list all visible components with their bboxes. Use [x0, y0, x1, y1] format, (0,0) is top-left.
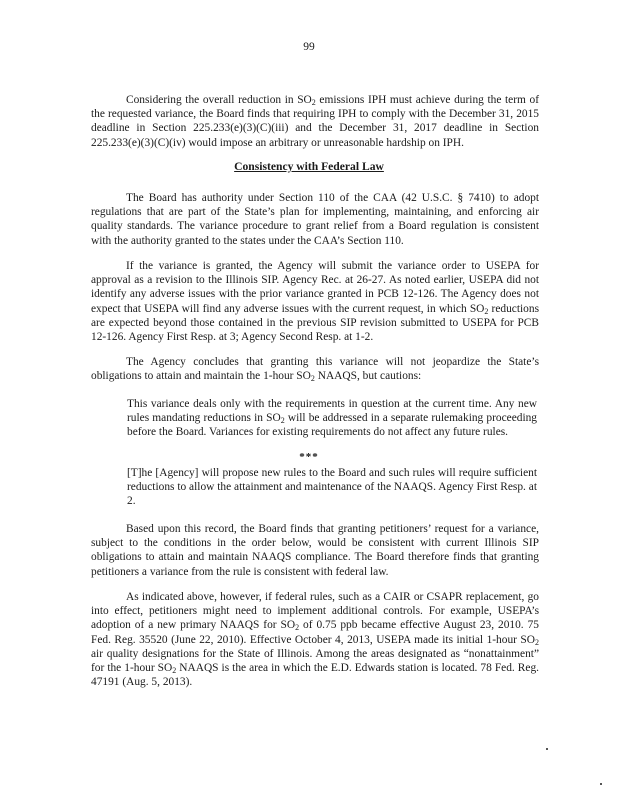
paragraph-federal-rules: As indicated above, however, if federal rules, such as a CAIR or CSAPR replacement, go into effect, petitioners might need to implement additional controls. For example, USEPA’s adoption of a new primary NAAQS for $SO_2$ of 0.75 ppb became effective August 23, 2010. 75 Fed. Reg. 35520 (June 22, 2010). Effective October 4, 2013, USEPA made its initial 1-hour $SO_2$ air quality designations for the State of Illinois. Among the areas designated as “nonattainment” for the 1-hour $SO_2$ NAAQS is the area in which the E.D. Edwards station is located. 78 Fed. Reg. 47191 (Aug. 5, 2013). [91, 591, 539, 689]
paragraph-board-finds: Based upon this record, the Board finds that granting petitioners’ request for a variance, subject to the conditions in the order below, would be consistent with current Illinois SIP obligations to attain and maintain NAAQS compliance. The Board therefore finds that granting petitioners a variance from the rule is consistent with federal law. [91, 523, 539, 578]
block-quote-new-rules: [T]he [Agency] will propose new rules to the Board and such rules will require sufficient reductions to allow the attainment and maintenance of the NAAQS. Agency First Resp. at 2. [127, 467, 537, 508]
ellipsis-stars: *** [299, 451, 319, 463]
section-heading: Consistency with Federal Law [234, 160, 384, 173]
paragraph-board-authority: The Board has authority under Section 110 of the CAA (42 U.S.C. § 7410) to adopt regulations that are part of the State’s plan for implementing, maintaining, and enforcing air quality standards. The variance procedure to grant relief from a Board regulation is consistent with the authority granted to the states under the CAA’s Section 110. [91, 192, 539, 247]
block-quote-variance: This variance deals only with the requirements in question at the current time. Any new rules mandating reductions in $SO_2$ will be addressed in a separate rulemaking proceeding before the Board. Variances for existing requirements do not affect any future rules. [127, 398, 537, 439]
page-number: 99 [303, 41, 315, 53]
scan-speck [546, 748, 548, 750]
paragraph-sip-revision: If the variance is granted, the Agency will submit the variance order to USEPA for approval as a revision to the Illinois SIP. Agency Rec. at 26-27. As noted earlier, USEPA did not identify any adverse issues with the prior variance granted in PCB 12-126. The Agency does not expect that USEPA will find any adverse issues with the current request, in which $SO_2$ reductions are expected beyond those contained in the previous SIP revision submitted to USEPA for PCB 12-126. Agency First Resp. at 3; Agency Second Resp. at 1-2. [91, 260, 539, 344]
paragraph-agency-concludes: The Agency concludes that granting this variance will not jeopardize the State’s obligations to attain and maintain the 1-hour $SO_2$ NAAQS, but cautions: [91, 356, 539, 384]
paragraph-overall-reduction: Considering the overall reduction in $SO_2$ emissions IPH must achieve during the term of the requested variance, the Board finds that requiring IPH to comply with the December 31, 2015 deadline in Section 225.233(e)(3)(C)(iii) and the December 31, 2017 deadline in Section 225.233(e)(3)(C)(iv) would impose an arbitrary or unreasonable hardship on IPH. [91, 94, 539, 149]
scan-speck [600, 783, 602, 785]
